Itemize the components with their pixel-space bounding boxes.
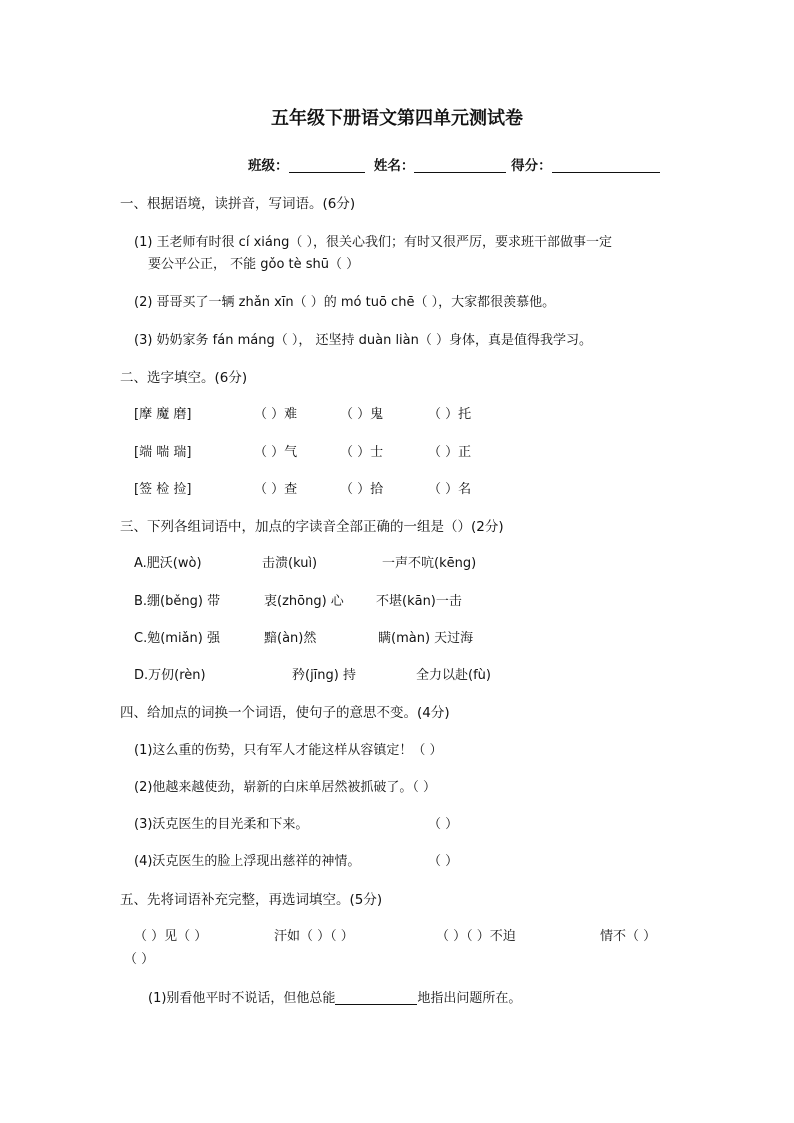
section-1-heading: 一、根据语境，读拼音，写词语。(6分) [120, 196, 356, 212]
option-word: 击溃(kuì) [262, 556, 318, 571]
idiom-blank-wrap: （ ） [124, 952, 155, 967]
option-word: 瞒(màn) 天过海 [378, 631, 474, 646]
answer-paren: （ ） [428, 854, 459, 869]
section-1-line: (2) 哥哥买了一辆 zhǎn xīn（ ）的 mó tuō chē（ ），大家都很羡慕他。 [134, 295, 556, 310]
fill-item: （ ）托 [428, 407, 472, 422]
option-word: 衷(zhōng) 心 [264, 594, 344, 609]
fill-item: （ ）查 [254, 482, 298, 497]
section-1-line: 要公平公正， 不能 gǒo tè shū（ ） [148, 257, 360, 272]
char-group: [摩 魔 磨] [134, 407, 192, 422]
option-word: 黯(àn)然 [264, 631, 317, 646]
name-field[interactable] [414, 158, 506, 173]
fill-item: （ ）鬼 [340, 407, 384, 422]
fill-item: （ ）气 [254, 445, 298, 460]
fill-sentence [148, 987, 521, 1006]
class-label: 班级： [248, 158, 289, 174]
fill-item: （ ）拾 [340, 482, 384, 497]
section-4-heading: 四、给加点的词换一个词语，使句子的意思不变。(4分) [120, 705, 450, 721]
fill-item: （ ）难 [254, 407, 298, 422]
char-group: [端 喘 瑞] [134, 445, 192, 460]
page-title: 五年级下册语文第四单元测试卷 [271, 108, 523, 129]
sentence-item: (1)这么重的伤势，只有军人才能这样从容镇定！（ ） [134, 743, 443, 758]
section-2-heading: 二、选字填空。(6分) [120, 370, 248, 386]
option-b: B.绷(běng) 带 [134, 594, 221, 609]
answer-paren: （ ） [428, 817, 459, 832]
sentence-start: (1)别看他平时不说话，但他总能 [148, 991, 336, 1006]
idiom-blank: 情不（ ） [600, 929, 657, 944]
sentence-item: (2)他越来越使劲，崭新的白床单居然被抓破了。（ ） [134, 780, 437, 795]
answer-blank[interactable] [335, 990, 417, 1005]
option-a: A.肥沃(wò) [134, 556, 202, 571]
option-word: 矜(jīng) 持 [292, 668, 356, 683]
fill-item: （ ）正 [428, 445, 472, 460]
option-word: 不堪(kān)一击 [376, 594, 462, 609]
sentence-item: (4)沃克医生的脸上浮现出慈祥的神情。 [134, 854, 361, 869]
option-word: 一声不吭(kēng) [382, 556, 477, 571]
section-3-heading: 三、下列各组词语中，加点的字读音全部正确的一组是（）(2分) [120, 519, 504, 535]
student-info-row [248, 154, 660, 174]
fill-item: （ ）名 [428, 482, 472, 497]
idiom-blank: （ ）见（ ） [134, 929, 208, 944]
section-5-heading: 五、先将词语补充完整，再选词填空。(5分) [120, 892, 383, 908]
option-word: 全力以赴(fù) [416, 668, 491, 683]
idiom-blank: 汗如（ ）（ ） [274, 929, 354, 944]
fill-item: （ ）士 [340, 445, 384, 460]
idiom-blank: （ ）（ ）不迫 [436, 929, 516, 944]
section-1-line: (3) 奶奶家务 fán máng（ ）， 还坚持 duàn liàn（ ）身体，真是值得我学习。 [134, 333, 593, 348]
section-1-line: (1) 王老师有时很 cí xiáng（ ），很关心我们；有时又很严厉，要求班干部做事一定 [134, 235, 612, 250]
option-d: D.万仞(rèn) [134, 668, 206, 683]
sentence-item: (3)沃克医生的目光柔和下来。 [134, 817, 309, 832]
option-c: C.勉(miǎn) 强 [134, 631, 220, 646]
class-field[interactable] [289, 158, 365, 173]
char-group: [签 检 捡] [134, 482, 192, 497]
name-label: 姓名： [373, 158, 415, 174]
sentence-end: 地指出问题所在。 [417, 991, 522, 1006]
score-field[interactable] [552, 158, 660, 173]
score-label: 得分： [511, 158, 552, 174]
